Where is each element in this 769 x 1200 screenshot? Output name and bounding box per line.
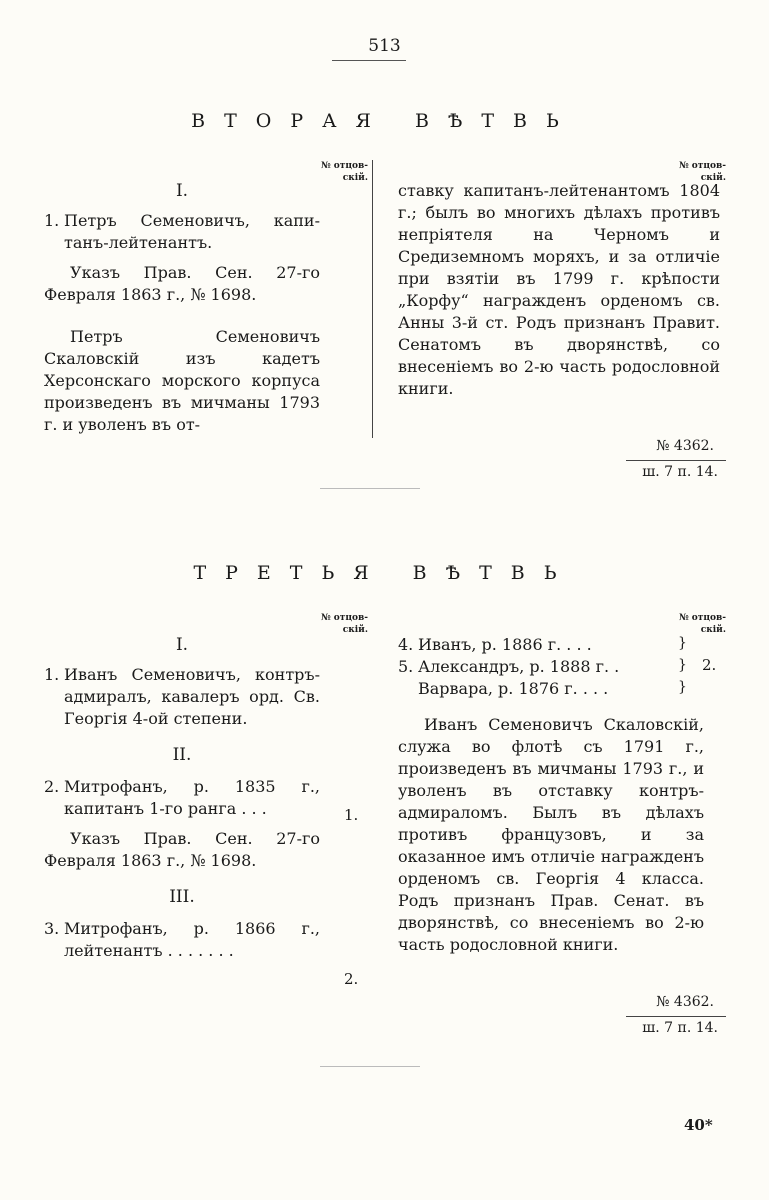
branch3-decree: Указъ Прав. Сен. 27-го Февраля 1863 г., № 1698.: [44, 829, 320, 870]
branch3-person-4-text: Иванъ, р. 1886 г. . . .: [418, 635, 592, 654]
branch3-person-2-parent-ref: 1.: [344, 806, 359, 824]
branch3-person-5-number: 5.: [398, 657, 414, 676]
branch3-person-3-text: Митрофанъ, р. 1866 г., лейтенантъ . . . . . . .: [64, 919, 320, 960]
branch3-person-3: [44, 918, 320, 962]
branch3-person-1-text: Иванъ Семеновичъ, контръ-адмиралъ, кавалеръ орд. Св. Георгія 4-ой степени.: [64, 665, 320, 728]
branch3-left-column: [44, 634, 320, 962]
branch3-person-2: [44, 776, 320, 820]
branch3-person-2-text: Митрофанъ, р. 1835 г., капитанъ 1-го ранга . . .: [64, 777, 320, 818]
branch3-person-6-number: [398, 678, 418, 700]
branch3-reference-rule: [626, 1016, 726, 1017]
branch3-generation-2: II.: [172, 745, 192, 765]
branch2-left-column: [44, 180, 320, 436]
branch2-reference-rule: [626, 460, 726, 461]
branch2-right-col-header: № отцов-скій.: [678, 161, 726, 183]
branch3-person-4-number: 4.: [398, 635, 414, 654]
branch3-right-children: [398, 634, 688, 700]
branch3-generation-1: I.: [175, 635, 189, 655]
branch3-reference-location: ш. 7 п. 14.: [642, 1020, 718, 1036]
branch2-bio-start: Петръ Семеновичъ Скаловскій изъ кадетъ Херсонскаго морского корпуса произведенъ въ мичманы 1793 г. и уволенъ въ от-: [44, 327, 320, 434]
branch3-title: ТРЕТЬЯ ВѢТВЬ: [193, 562, 576, 584]
branch2-reference-number: № 4362.: [656, 438, 714, 454]
branch2-title: ВТОРАЯ ВѢТВЬ: [191, 110, 578, 132]
page-number-rule: [332, 60, 406, 61]
branch2-bio-continuation: ставку капитанъ-лейтенантомъ 1804 г.; былъ во многихъ дѣлахъ противъ непріятеля на Черномъ и Средиземномъ моряхъ, и за отличіе при взятіи въ 1799 г. крѣпости „Корфу“ награжденъ орденомъ св. Анны 3-й ст. Родъ признанъ Правит. Сенатомъ въ дворянствѣ, со внесеніемъ во 2-ю часть родословной книги.: [398, 181, 720, 398]
section-separator: [320, 488, 420, 489]
branch2-right-column: [398, 180, 720, 400]
branch2-person-1: [44, 210, 320, 254]
branch3-person-1: [44, 664, 320, 730]
branch3-bio-column: [398, 714, 704, 956]
section-separator-bottom: [320, 1066, 420, 1067]
branch3-person-5-text: Александръ, р. 1888 г. .: [418, 657, 620, 676]
branch3-children-parent-ref: 2.: [702, 656, 717, 674]
branch3-person-6: [398, 678, 688, 700]
branch3-person-2-number: 2.: [44, 777, 60, 796]
branch3-person-6-text: Варвара, р. 1876 г. . . .: [418, 679, 609, 698]
branch3-right-col-header: № отцов-скій.: [678, 613, 726, 635]
branch3-generation-3: III.: [169, 887, 195, 907]
branch2-person-1-number: 1.: [44, 211, 60, 230]
branch2-decree: Указъ Прав. Сен. 27-го Февраля 1863 г., № 1698.: [44, 263, 320, 304]
branch2-generation-1: I.: [175, 181, 189, 201]
branch3-person-1-number: 1.: [44, 665, 60, 684]
branch3-reference-number: № 4362.: [656, 994, 714, 1010]
page-number: 513: [368, 36, 401, 56]
branch3-bio: Иванъ Семеновичъ Скаловскій, служа во флотѣ съ 1791 г., произведенъ въ мичманы 1793 г., и уволенъ въ отставку контръ-адмираломъ. Былъ въ дѣлахъ противъ французовъ, и за оказанное имъ отличіе награжденъ орденомъ св. Георгія 4 класса. Родъ признанъ Прав. Сенат. въ дворянствѣ, со внесеніемъ во 2-ю часть родословной книги.: [398, 715, 704, 954]
branch3-person-5: [398, 656, 688, 678]
branch2-left-col-header: № отцов-скій.: [320, 161, 368, 183]
branch3-children-bracket: } } }: [678, 635, 687, 695]
branch3-person-3-parent-ref: 2.: [344, 970, 359, 988]
branch3-person-4: [398, 634, 688, 656]
branch3-left-col-header: № отцов-скій.: [320, 613, 368, 635]
signature-mark: 40*: [684, 1116, 713, 1134]
branch2-reference-location: ш. 7 п. 14.: [642, 464, 718, 480]
branch2-person-1-text: Петръ Семеновичъ, капи-танъ-лейтенантъ.: [64, 211, 320, 252]
branch3-person-3-number: 3.: [44, 919, 60, 938]
branch2-column-divider: [372, 160, 373, 438]
